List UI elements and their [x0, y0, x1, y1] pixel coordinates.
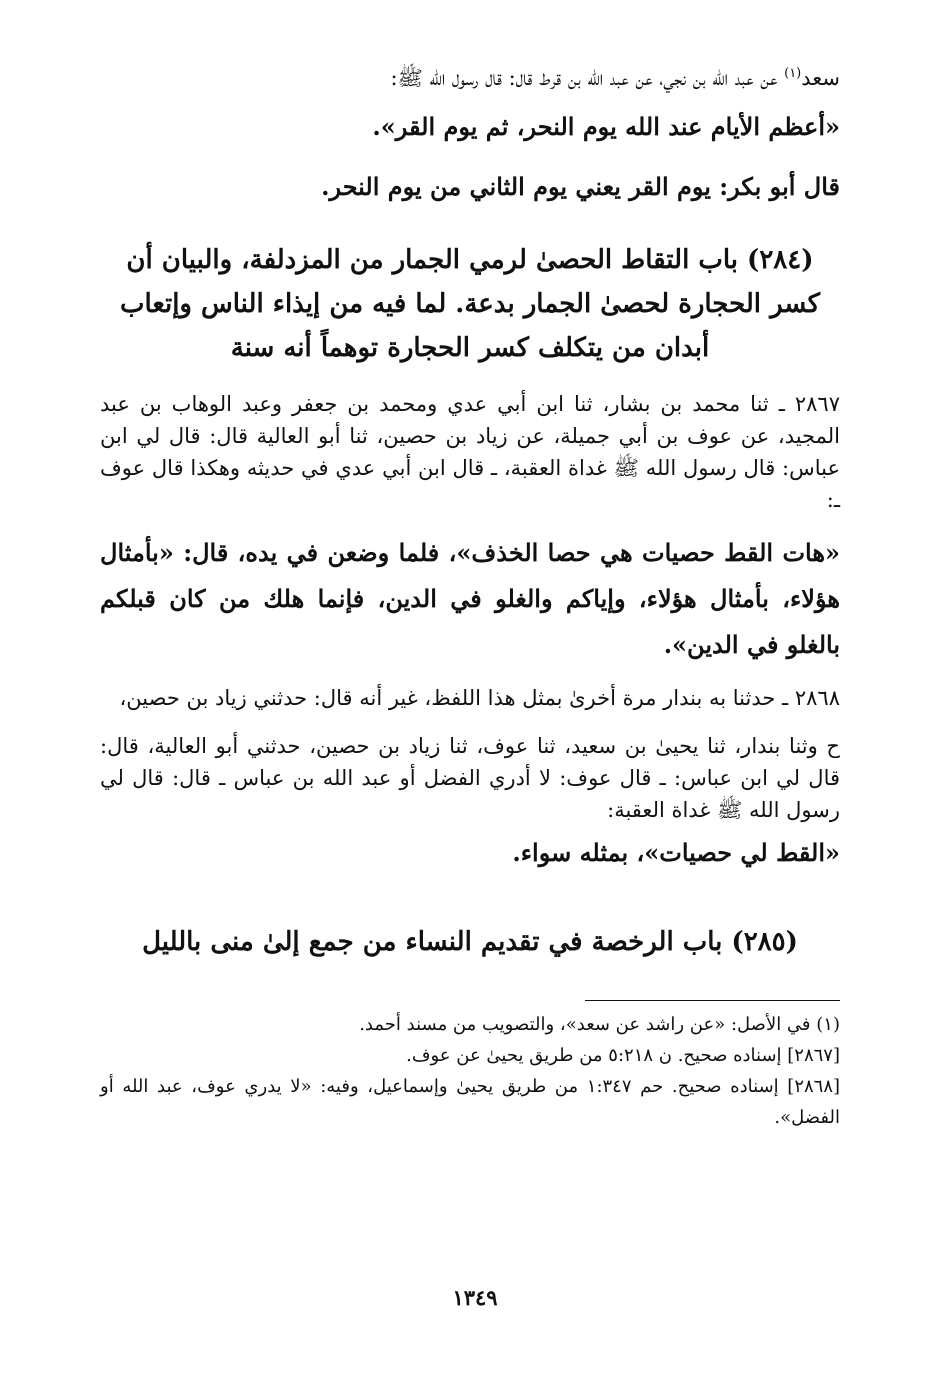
footnote: (١) في الأصل: «عن راشد عن سعد»، والتصويب من مسند أحمد. [359, 1014, 840, 1035]
text-line [100, 62, 840, 94]
hadith-2868-second-isnad: ح وثنا بندار، ثنا يحيىٰ بن سعيد، ثنا عوف، ثنا زياد بن حصين، حدثني أبو العالية، قال: قال لي ابن عباس: ـ قال عوف: لا أدري الفضل أو عبد الله بن عباس ـ قال: قال لي رسول الله ﷺ غداة العقبة: [100, 734, 840, 822]
footnotes [100, 1009, 840, 1133]
hadith-2867-isnad: ٢٨٦٧ ـ ثنا محمد بن بشار، ثنا ابن أبي عدي ومحمد بن جعفر وعبد الوهاب بن عبد المجيد، عن عوف بن أبي جميلة، عن زياد بن حصين، ثنا أبو العالية قال: قال لي ابن عباس: قال رسول الله ﷺ غداة العقبة، ـ قال ابن أبي عدي في حديثه وهكذا قال عوف ـ: [100, 392, 840, 512]
hadith-2867-matn: «هات القط حصيات هي حصا الخذف»، فلما وضعن في يده، قال: «بأمثال هؤلاء، بأمثال هؤلاء، وإياكم والغلو في الدين، فإنما هلك من كان قبلكم بالغلو في الدين». [100, 538, 841, 659]
hadith-2868-matn: «القط لي حصيات»، بمثله سواء. [512, 838, 840, 867]
page-number: ١٣٤٩ [452, 1285, 498, 1310]
hadith-quote: «أعظم الأيام عند الله يوم النحر، ثم يوم القر». [372, 112, 840, 141]
hadith-2868-isnad: ٢٨٦٨ ـ حدثنا به بندار مرة أخرىٰ بمثل هذا اللفظ، غير أنه قال: حدثني زياد بن حصين، [119, 686, 840, 710]
chapter-heading-285: (٢٨٥) باب الرخصة في تقديم النساء من جمع إلىٰ منى بالليل [142, 927, 798, 957]
footnote-divider [585, 1000, 840, 1001]
footnote: [٢٨٦٧] إسناده صحيح. ن ٥:٢١٨ من طريق يحيىٰ عن عوف. [406, 1045, 840, 1066]
chapter-heading-284: (٢٨٤) باب التقاط الحصىٰ لرمي الجمار من المزدلفة، والبيان أن كسر الحجارة لحصىٰ الجمار بدعة. لما فيه من إيذاء الناس وإتعاب أبدان من يتكلف كسر الحجارة توهماً أنه سنة [120, 245, 820, 363]
text-segment: عن عبد الله بن نجي، عن عبد الله بن قرط قال: قال رسول الله ﷺ: [390, 66, 785, 90]
footnote-ref: (١) [784, 66, 802, 81]
text-segment: سعد [801, 66, 840, 90]
page-body [100, 62, 840, 1133]
commentary-line: قال أبو بكر: يوم القر يعني يوم الثاني من يوم النحر. [321, 172, 840, 201]
footnote: [٢٨٦٨] إسناده صحيح. حم ١:٣٤٧ من طريق يحيىٰ وإسماعيل، وفيه: «لا يدري عوف، عبد الله أو الفضل». [100, 1076, 841, 1128]
